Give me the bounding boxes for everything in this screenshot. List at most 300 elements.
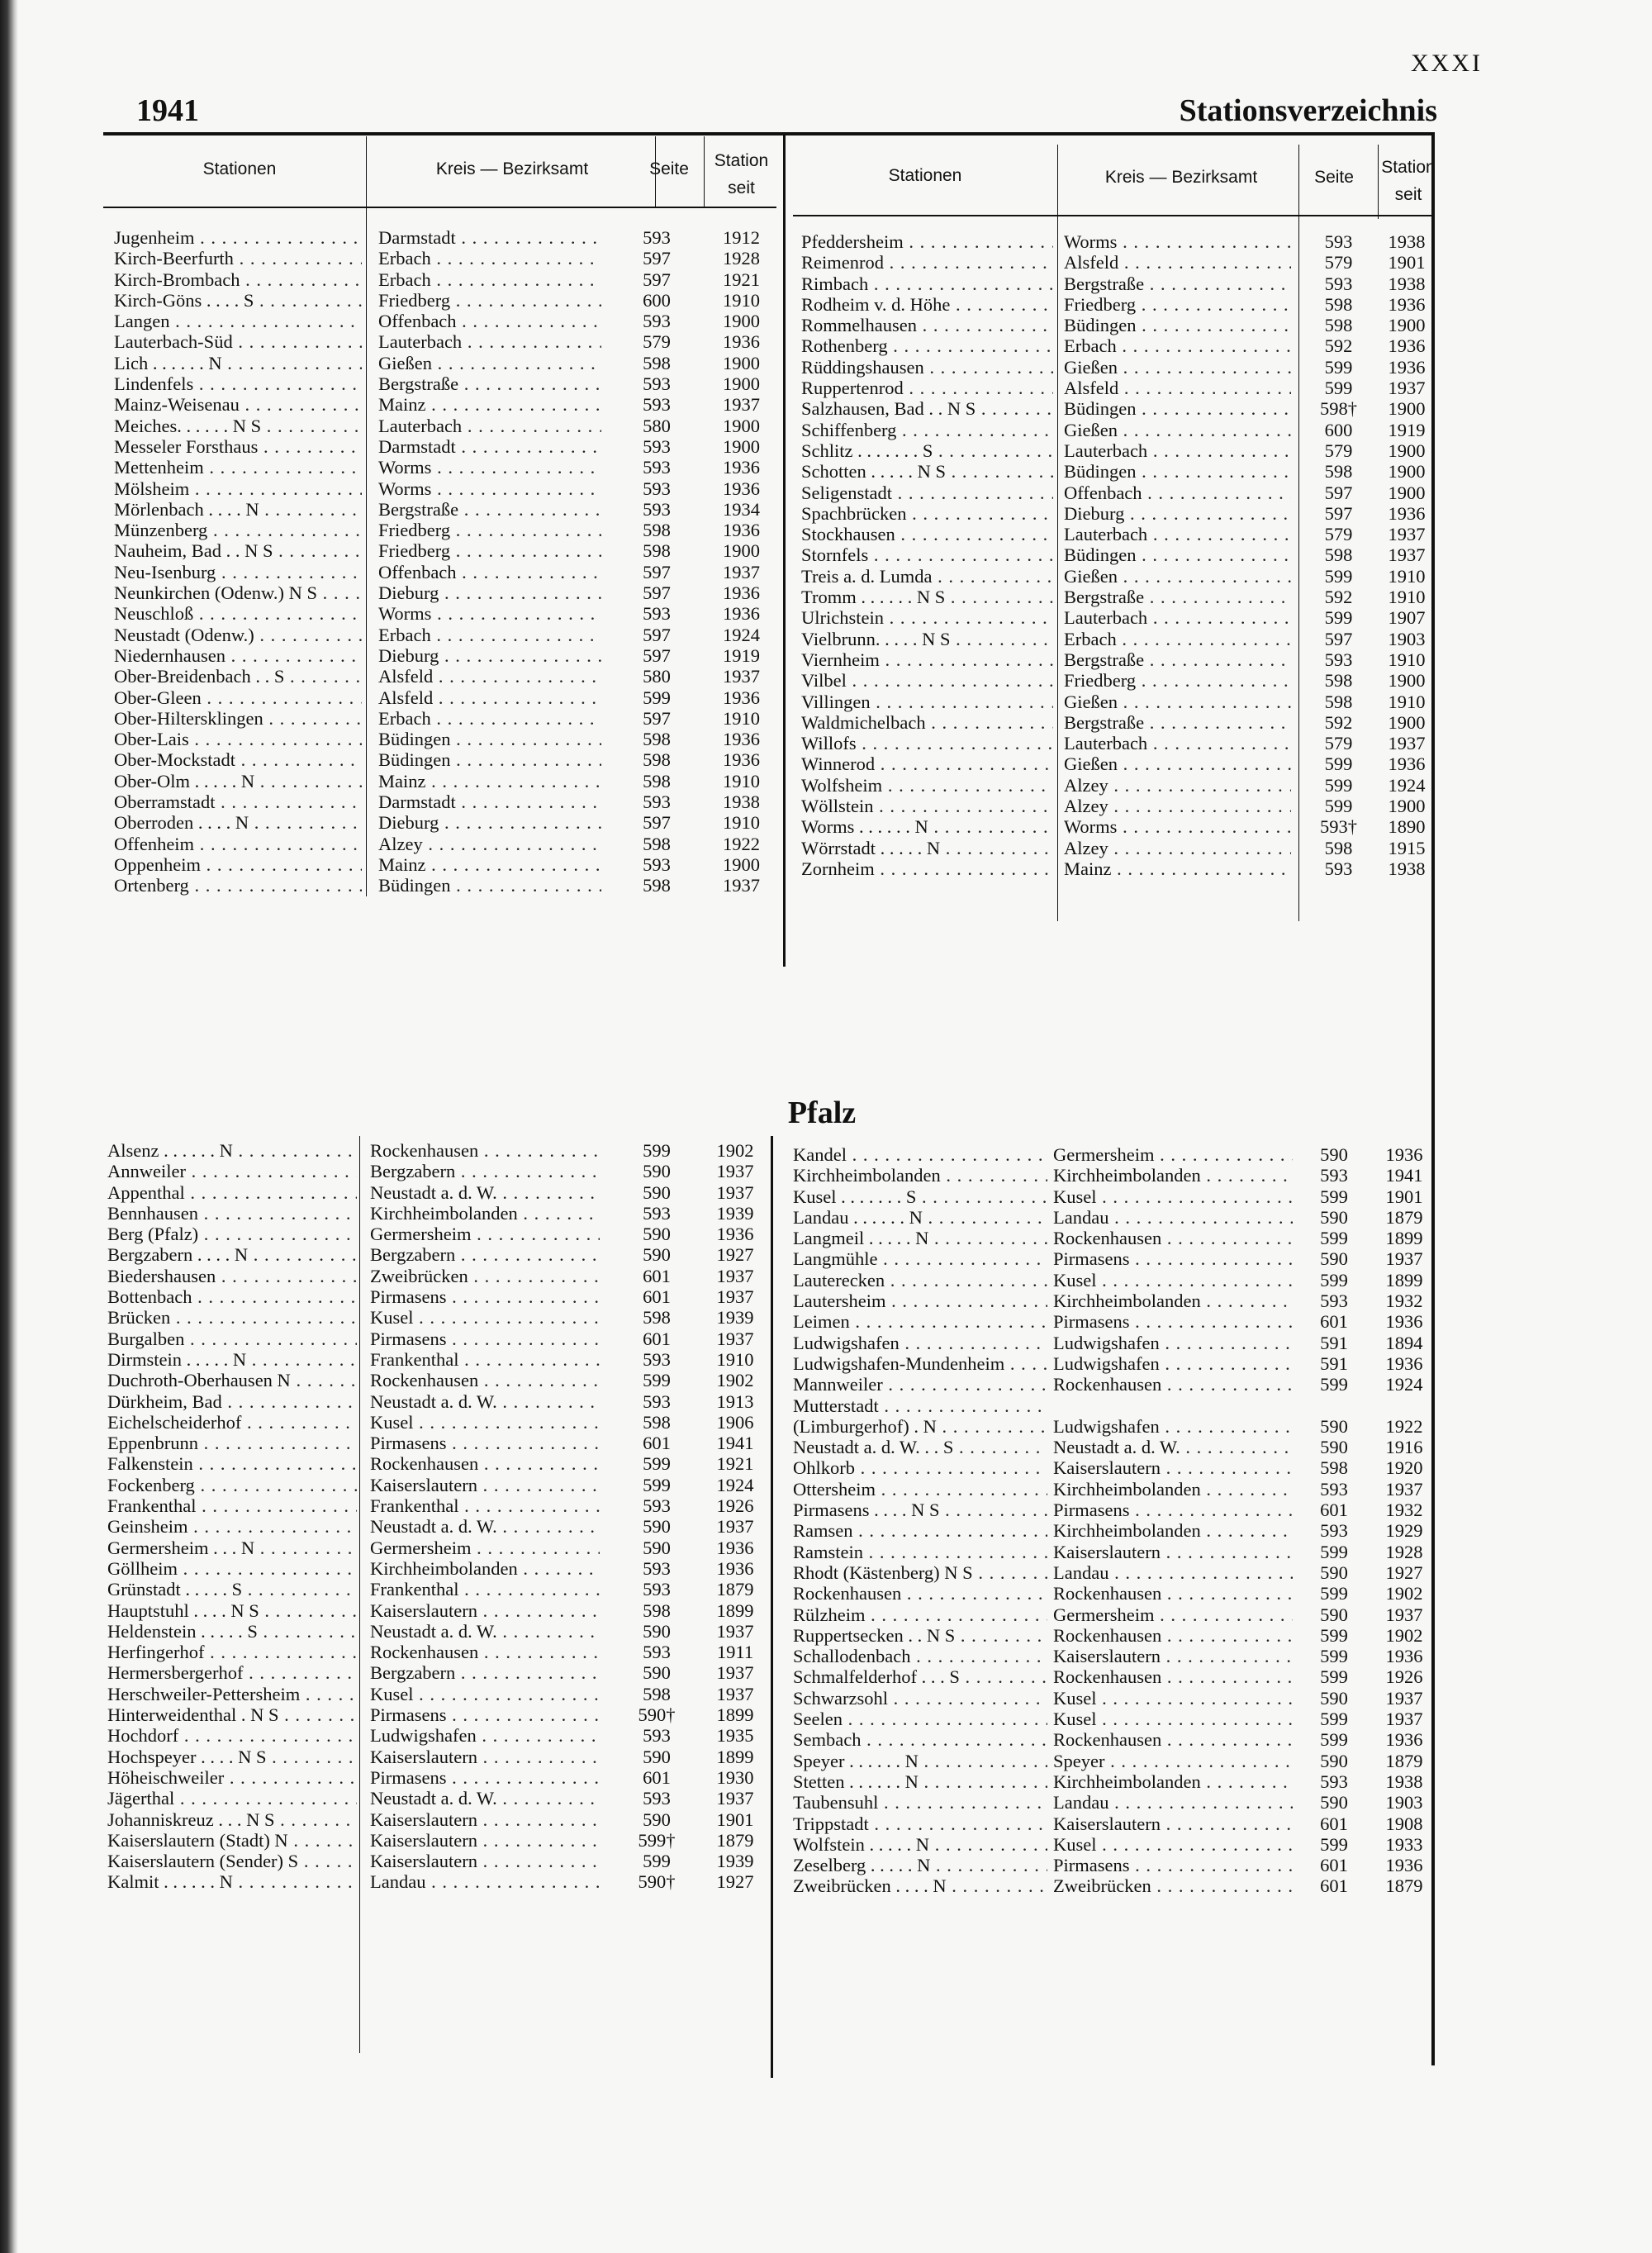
seit-value: 1900 <box>1388 711 1426 733</box>
seite-value: 599 <box>1320 1646 1348 1667</box>
right-seite-line <box>1298 145 1299 921</box>
seit-value: 1927 <box>1385 1561 1423 1583</box>
seit-value: 1936 <box>716 1537 754 1558</box>
kreis-name: Alzey . . . <box>1064 838 1291 858</box>
kreis-name: Pirmasens . . . <box>1053 1500 1293 1520</box>
seite-value: 598 <box>643 1411 671 1433</box>
seit-value <box>1375 1395 1433 1416</box>
header-station-right: Station <box>1381 158 1436 177</box>
seit-value: 1900 <box>723 435 760 457</box>
seit-value: 1879 <box>1385 1875 1423 1897</box>
station-name: Mettenheim . . . <box>114 457 362 478</box>
kreis-name: Kaiserslautern . . . <box>370 1809 600 1830</box>
station-name: Stornfels . . . <box>801 544 1053 565</box>
seit-value: 1937 <box>716 1620 754 1642</box>
station-name: Schallodenbach . . . <box>793 1646 1047 1666</box>
kreis-name: Gießen . . . <box>1064 357 1291 378</box>
station-name: Oberroden . . . . N . . . <box>114 812 362 833</box>
station-name: Rothenberg . . . <box>801 335 1053 356</box>
kreis-name: Germersheim . . . <box>370 1538 600 1558</box>
seit-value: 1908 <box>1385 1813 1423 1834</box>
seit-value: 1937 <box>716 1788 754 1809</box>
seit-value: 1915 <box>1388 837 1426 858</box>
kreis-name: Dieburg . . . <box>1064 503 1291 524</box>
seite-value: 590 <box>1320 1144 1348 1165</box>
hessen-right-seite <box>1303 231 1374 879</box>
seite-value: 597 <box>643 624 671 645</box>
seit-value: 1900 <box>1388 670 1426 692</box>
seit-value: 1900 <box>1388 440 1426 461</box>
kreis-name: Ludwigshafen . . . <box>1053 1353 1293 1374</box>
kreis-name: Ludwigshafen . . . <box>370 1725 600 1746</box>
header-kreis-right: Kreis — Bezirksamt <box>1104 168 1258 187</box>
kreis-name: Worms . . . <box>378 603 601 624</box>
station-name: Neunkirchen (Odenw.) N S . . . <box>114 582 362 603</box>
kreis-name: Speyer . . . <box>1053 1751 1293 1771</box>
seit-value: 1903 <box>1385 1792 1423 1813</box>
station-name: Langmühle . . . <box>793 1248 1047 1269</box>
seite-value: 590 <box>643 1537 671 1558</box>
station-name: Zornheim . . . <box>801 858 1053 879</box>
station-name: Kusel . . . . . . . S . . . <box>793 1186 1047 1207</box>
seite-value: 598 <box>1324 544 1353 566</box>
seit-value: 1926 <box>1385 1666 1423 1688</box>
kreis-name: Friedberg . . . <box>378 290 601 311</box>
kreis-name: Kusel . . . <box>370 1412 600 1433</box>
station-name: Nauheim, Bad . . N S . . . <box>114 540 362 561</box>
kreis-name: Kaiserslautern . . . <box>370 1600 600 1621</box>
seite-value: 593 <box>643 457 671 478</box>
kreis-name: Dieburg . . . <box>378 645 601 666</box>
seit-value: 1937 <box>716 1683 754 1704</box>
seite-value: 590 <box>1320 1248 1348 1270</box>
kreis-name: Kusel . . . <box>1053 1709 1293 1729</box>
kreis-name: Dieburg . . . <box>378 812 601 833</box>
seite-value: 593 <box>643 1557 671 1579</box>
seite-value: 599 <box>1320 1833 1348 1855</box>
seit-value: 1936 <box>1385 1311 1423 1333</box>
seit-value: 1879 <box>716 1829 754 1851</box>
seite-value: 598 <box>1324 837 1353 858</box>
station-name: Ramstein . . . <box>793 1542 1047 1562</box>
seit-value: 1939 <box>716 1307 754 1329</box>
seit-value: 1936 <box>723 687 760 708</box>
station-name: Herschweiler-Pettersheim . . . <box>107 1684 357 1704</box>
seite-value: 593 <box>1324 231 1353 252</box>
kreis-name: Offenbach . . . <box>378 562 601 582</box>
seit-value: 1907 <box>1388 607 1426 629</box>
seite-value: 598 <box>643 749 671 771</box>
station-name: Dirmstein . . . . . N . . . <box>107 1349 357 1370</box>
kreis-name: Neustadt a. d. W. . . . <box>370 1788 600 1809</box>
pfalz-left-seite <box>624 1140 690 1893</box>
kreis-name: Offenbach . . . <box>1064 482 1291 503</box>
seite-value: 598 <box>643 875 671 896</box>
seite-value: 590 <box>643 1662 671 1684</box>
seite-value: 590 <box>1320 1687 1348 1709</box>
station-name: Ulrichstein . . . <box>801 607 1053 628</box>
kreis-name: Lauterbach . . . <box>378 331 601 352</box>
seite-value: 601 <box>1320 1813 1348 1834</box>
seit-value: 1900 <box>1388 482 1426 503</box>
station-name: Kandel . . . <box>793 1144 1047 1165</box>
seit-value: 1910 <box>723 812 760 834</box>
station-name: Münzenberg . . . <box>114 520 362 540</box>
kreis-name: Büdingen . . . <box>378 729 601 749</box>
kreis-name: Kusel . . . <box>1053 1270 1293 1290</box>
station-name: Biedershausen . . . <box>107 1266 357 1286</box>
station-name: Viernheim . . . <box>801 649 1053 670</box>
station-name: Rockenhausen . . . <box>793 1583 1047 1604</box>
seite-value: 590 <box>1320 1792 1348 1813</box>
station-name: Höheischweiler . . . <box>107 1767 357 1788</box>
station-name: Ruppertenrod . . . <box>801 378 1053 398</box>
seit-value: 1900 <box>1388 315 1426 336</box>
kreis-name: Pirmasens . . . <box>1053 1855 1293 1875</box>
station-name: Langen . . . <box>114 311 362 331</box>
seit-value: 1900 <box>1388 796 1426 817</box>
seit-value: 1937 <box>1385 1709 1423 1730</box>
seite-value: 599 <box>643 1851 671 1872</box>
station-name: Taubensuhl . . . <box>793 1792 1047 1813</box>
seite-value: 593 <box>643 1348 671 1370</box>
seit-value: 1900 <box>723 373 760 395</box>
seit-value: 1916 <box>1385 1437 1423 1458</box>
seite-value: 599 <box>1324 796 1353 817</box>
station-name: Ober-Lais . . . <box>114 729 362 749</box>
station-name: Mörlenbach . . . . N . . . <box>114 499 362 520</box>
seite-value: 599 <box>1324 378 1353 399</box>
station-name: Jägerthal . . . <box>107 1788 357 1809</box>
seite-value: 593 <box>643 478 671 499</box>
kreis-name: Kaiserslautern . . . <box>370 1475 600 1495</box>
seite-value: 599 <box>643 1453 671 1475</box>
seit-value: 1899 <box>1385 1269 1423 1290</box>
station-name: Hinterweidenthal . N S . . . <box>107 1704 357 1725</box>
station-name: Germersheim . . . N . . . <box>107 1538 357 1558</box>
kreis-name: Worms . . . <box>378 478 601 499</box>
seite-value: 590 <box>643 1516 671 1538</box>
station-name: Rhodt (Kästenberg) N S . . . <box>793 1562 1047 1583</box>
kreis-name: Frankenthal . . . <box>370 1495 600 1516</box>
kreis-name: Offenbach . . . <box>378 311 601 331</box>
seit-value: 1879 <box>1385 1750 1423 1771</box>
seit-value: 1936 <box>1388 293 1426 315</box>
seit-value: 1928 <box>1385 1541 1423 1562</box>
seite-value: 579 <box>1324 733 1353 754</box>
seite-value: 580 <box>643 415 671 436</box>
kreis-name: Alsfeld . . . <box>1064 378 1291 398</box>
seite-value: 590 <box>1320 1415 1348 1437</box>
seite-value: 597 <box>643 707 671 729</box>
kreis-name: Erbach . . . <box>378 248 601 269</box>
seite-value: 579 <box>1324 440 1353 461</box>
kreis-name: Büdingen . . . <box>1064 461 1291 482</box>
kreis-name: Bergzabern . . . <box>370 1161 600 1181</box>
seite-value: 590 <box>643 1181 671 1203</box>
station-name: Wöllstein . . . <box>801 796 1053 816</box>
seit-value: 1910 <box>723 707 760 729</box>
seite-value: 598† <box>1320 398 1357 420</box>
seite-value: 599† <box>638 1829 676 1851</box>
seite-value: 593 <box>643 1788 671 1809</box>
kreis-name: Büdingen . . . <box>1064 315 1291 335</box>
seite-value: 601 <box>1320 1875 1348 1897</box>
seit-value: 1879 <box>1385 1206 1423 1228</box>
station-name: Ober-Hiltersklingen . . . <box>114 708 362 729</box>
seit-value: 1899 <box>1385 1228 1423 1249</box>
seite-value: 599 <box>1324 356 1353 378</box>
station-name: Ober-Breidenbach . . S . . . <box>114 666 362 687</box>
station-name: Rommelhausen . . . <box>801 315 1053 335</box>
kreis-name: Gießen . . . <box>1064 420 1291 440</box>
seit-value: 1919 <box>1388 419 1426 440</box>
seit-value: 1906 <box>716 1411 754 1433</box>
station-name: Pfeddersheim . . . <box>801 231 1053 252</box>
seit-value: 1936 <box>1385 1855 1423 1876</box>
seit-value: 1902 <box>716 1140 754 1161</box>
seite-value: 592 <box>1324 587 1353 608</box>
seite-value: 590 <box>1320 1604 1348 1625</box>
station-name: Vielbrunn. . . . . N S . . . <box>801 629 1053 649</box>
header-stationen-right: Stationen <box>888 166 962 185</box>
station-name: Brücken . . . <box>107 1307 357 1328</box>
kreis-name: Ludwigshafen . . . <box>1053 1333 1293 1353</box>
seite-value: 598 <box>643 1683 671 1704</box>
pfalz-center-divider <box>771 1136 773 2078</box>
kreis-name: Gießen . . . <box>1064 692 1291 712</box>
station-name: Ruppertsecken . . N S . . . <box>793 1625 1047 1646</box>
hessen-left-seit <box>706 227 776 896</box>
seite-value: 590 <box>643 1809 671 1830</box>
kreis-name: Büdingen . . . <box>378 875 601 896</box>
pfalz-right-seite <box>1301 1144 1367 1897</box>
page-number: XXXI <box>1411 50 1483 77</box>
kreis-name: Zweibrücken . . . <box>1053 1875 1293 1896</box>
kreis-name: Erbach . . . <box>1064 629 1291 649</box>
seite-value: 598 <box>1324 691 1353 712</box>
seite-value: 601 <box>643 1433 671 1454</box>
seite-value: 597 <box>643 582 671 604</box>
station-name: Johanniskreuz . . . N S . . . <box>107 1809 357 1830</box>
kreis-name: Kusel . . . <box>1053 1688 1293 1709</box>
kreis-name: Ludwigshafen . . . <box>1053 1416 1293 1437</box>
station-name: Pirmasens . . . . N S . . . <box>793 1500 1047 1520</box>
seit-value: 1927 <box>716 1244 754 1266</box>
seite-value: 593 <box>1320 1290 1348 1312</box>
seite-value: 593 <box>643 498 671 520</box>
station-name: Schwarzsohl . . . <box>793 1688 1047 1709</box>
kreis-name: Frankenthal . . . <box>370 1579 600 1599</box>
seite-value: 601 <box>1320 1500 1348 1521</box>
station-name: Hochdorf . . . <box>107 1725 357 1746</box>
seit-value: 1936 <box>1385 1352 1423 1374</box>
station-name: Ramsen . . . <box>793 1520 1047 1541</box>
kreis-name: Kaiserslautern . . . <box>1053 1457 1293 1478</box>
kreis-name: Pirmasens . . . <box>1053 1311 1293 1332</box>
seit-value: 1933 <box>1385 1833 1423 1855</box>
seite-value: 601 <box>643 1766 671 1788</box>
seit-value: 1894 <box>1385 1332 1423 1353</box>
kreis-name: Landau . . . <box>1053 1792 1293 1813</box>
header-seit-right: seit <box>1394 185 1422 204</box>
seit-value: 1936 <box>1385 1646 1423 1667</box>
seit-value: 1938 <box>1388 858 1426 879</box>
seite-value: 593 <box>1320 1165 1348 1186</box>
station-name: Falkenstein . . . <box>107 1453 357 1474</box>
seite-value: 593 <box>643 603 671 625</box>
hessen-left-kreis <box>378 227 601 896</box>
station-name: Duchroth-Oberhausen N . . . <box>107 1370 357 1390</box>
seit-value: 1937 <box>716 1265 754 1286</box>
kreis-name: Rockenhausen . . . <box>1053 1666 1293 1687</box>
station-name: Eppenbrunn . . . <box>107 1433 357 1453</box>
station-name: Meiches. . . . . . N S . . . <box>114 416 362 436</box>
pfalz-left-stations <box>107 1140 357 1893</box>
kreis-name: Friedberg . . . <box>1064 294 1291 315</box>
station-name: Dürkheim, Bad . . . <box>107 1391 357 1412</box>
seit-value: 1910 <box>716 1348 754 1370</box>
seite-value: 593 <box>1320 1520 1348 1542</box>
seit-value: 1910 <box>1388 587 1426 608</box>
seite-value: 593 <box>643 227 671 248</box>
station-name: Schlitz . . . . . . . S . . . <box>801 440 1053 461</box>
seite-value: 597 <box>643 561 671 582</box>
seite-value: 593 <box>643 1642 671 1663</box>
seite-value: 593 <box>643 373 671 395</box>
seit-value: 1900 <box>723 311 760 332</box>
seit-value: 1937 <box>1385 1604 1423 1625</box>
seit-value: 1910 <box>723 770 760 791</box>
seit-value: 1910 <box>1388 565 1426 587</box>
station-name: Kirch-Beerfurth . . . <box>114 248 362 269</box>
station-name: Ober-Olm . . . . . N . . . <box>114 771 362 791</box>
station-name: Geinsheim . . . <box>107 1516 357 1537</box>
kreis-name: Bergstraße . . . <box>378 499 601 520</box>
seit-value: 1936 <box>716 1557 754 1579</box>
seite-value: 590 <box>1320 1437 1348 1458</box>
seite-value: 601 <box>1320 1311 1348 1333</box>
seit-value: 1936 <box>1385 1729 1423 1751</box>
station-name: Willofs . . . <box>801 733 1053 753</box>
kreis-name: Worms . . . <box>1064 816 1291 837</box>
kreis-name: Erbach . . . <box>378 708 601 729</box>
seit-value: 1936 <box>723 457 760 478</box>
kreis-name: Pirmasens . . . <box>370 1286 600 1307</box>
seite-value: 579 <box>643 331 671 353</box>
kreis-name: Bergzabern . . . <box>370 1244 600 1265</box>
seit-value: 1936 <box>723 331 760 353</box>
kreis-name: Darmstadt . . . <box>378 227 601 248</box>
seit-value: 1937 <box>723 394 760 416</box>
seit-value: 1937 <box>716 1181 754 1203</box>
station-name: Kirch-Brombach . . . <box>114 269 362 290</box>
station-name: Lautersheim . . . <box>793 1290 1047 1311</box>
seite-value: 592 <box>1324 335 1353 357</box>
seit-value: 1924 <box>1388 774 1426 796</box>
seit-value: 1937 <box>1385 1687 1423 1709</box>
center-divider <box>783 132 786 967</box>
seit-value: 1938 <box>1388 231 1426 252</box>
station-name: Kirch-Göns . . . . S . . . <box>114 290 362 311</box>
seite-value: 598 <box>1324 461 1353 482</box>
seite-value: 598 <box>1324 315 1353 336</box>
hessen-left-stations <box>114 227 362 896</box>
kreis-name: Dieburg . . . <box>378 582 601 603</box>
station-name: Ludwigshafen-Mundenheim . . . <box>793 1353 1047 1374</box>
kreis-name: Germersheim . . . <box>1053 1144 1293 1165</box>
station-name: Bergzabern . . . . N . . . <box>107 1244 357 1265</box>
seite-value: 601 <box>643 1328 671 1349</box>
station-name: Appenthal . . . <box>107 1182 357 1203</box>
seit-value: 1900 <box>723 415 760 436</box>
seit-value: 1937 <box>1388 524 1426 545</box>
seite-value: 593 <box>643 1495 671 1517</box>
seite-value: 598 <box>643 540 671 562</box>
kreis-name: Germersheim . . . <box>1053 1604 1293 1625</box>
seite-value: 598 <box>643 520 671 541</box>
station-name: Sembach . . . <box>793 1729 1047 1750</box>
station-name: Ottersheim . . . <box>793 1479 1047 1500</box>
seit-value: 1937 <box>723 875 760 896</box>
kreis-name: Kirchheimbolanden . . . <box>1053 1290 1293 1311</box>
station-name: Neustadt (Odenw.) . . . <box>114 625 362 645</box>
seite-value: 590 <box>1320 1750 1348 1771</box>
kreis-name: Kusel . . . <box>1053 1834 1293 1855</box>
seit-value: 1937 <box>1388 733 1426 754</box>
kreis-name: Friedberg . . . <box>378 540 601 561</box>
seite-value: 597 <box>643 644 671 666</box>
seit-value: 1929 <box>1385 1520 1423 1542</box>
station-name: Wolfsheim . . . <box>801 775 1053 796</box>
seit-value: 1890 <box>1388 816 1426 838</box>
station-name: Leimen . . . <box>793 1311 1047 1332</box>
kreis-name: Lauterbach . . . <box>378 416 601 436</box>
station-name: Speyer . . . . . . N . . . <box>793 1751 1047 1771</box>
seite-value: 598 <box>643 770 671 791</box>
seit-value: 1937 <box>1388 544 1426 566</box>
kreis-name: Friedberg . . . <box>378 520 601 540</box>
seite-value: 598 <box>643 833 671 854</box>
pfalz-left-kreis-line <box>359 1136 360 2053</box>
header-stationen: Stationen <box>202 159 277 178</box>
kreis-name: Lauterbach . . . <box>1064 733 1291 753</box>
seite-value: 590 <box>643 1224 671 1245</box>
seit-value: 1901 <box>1388 252 1426 273</box>
seit-value: 1901 <box>1385 1186 1423 1207</box>
seite-value: 593 <box>643 435 671 457</box>
kreis-name: Büdingen . . . <box>1064 544 1291 565</box>
header-seit: seit <box>728 178 755 197</box>
kreis-name: Pirmasens . . . <box>370 1704 600 1725</box>
kreis-name: Bergstraße . . . <box>1064 712 1291 733</box>
kreis-name: Kirchheimbolanden . . . <box>1053 1771 1293 1792</box>
station-name: Lindenfels . . . <box>114 373 362 394</box>
kreis-name: Bergstraße . . . <box>378 373 601 394</box>
seite-value: 598 <box>1324 670 1353 692</box>
seit-value: 1936 <box>723 520 760 541</box>
kreis-name: Neustadt a. d. W. . . . <box>370 1516 600 1537</box>
station-name: Ohlkorb . . . <box>793 1457 1047 1478</box>
station-name: Waldmichelbach . . . <box>801 712 1053 733</box>
kreis-name: Erbach . . . <box>378 269 601 290</box>
page-year: 1941 <box>136 93 199 128</box>
station-name: Schiffenberg . . . <box>801 420 1053 440</box>
seite-value: 598 <box>1320 1457 1348 1479</box>
station-name: Landau . . . . . . N . . . <box>793 1207 1047 1228</box>
station-name: Heldenstein . . . . . S . . . <box>107 1621 357 1642</box>
seite-value: 601 <box>643 1265 671 1286</box>
